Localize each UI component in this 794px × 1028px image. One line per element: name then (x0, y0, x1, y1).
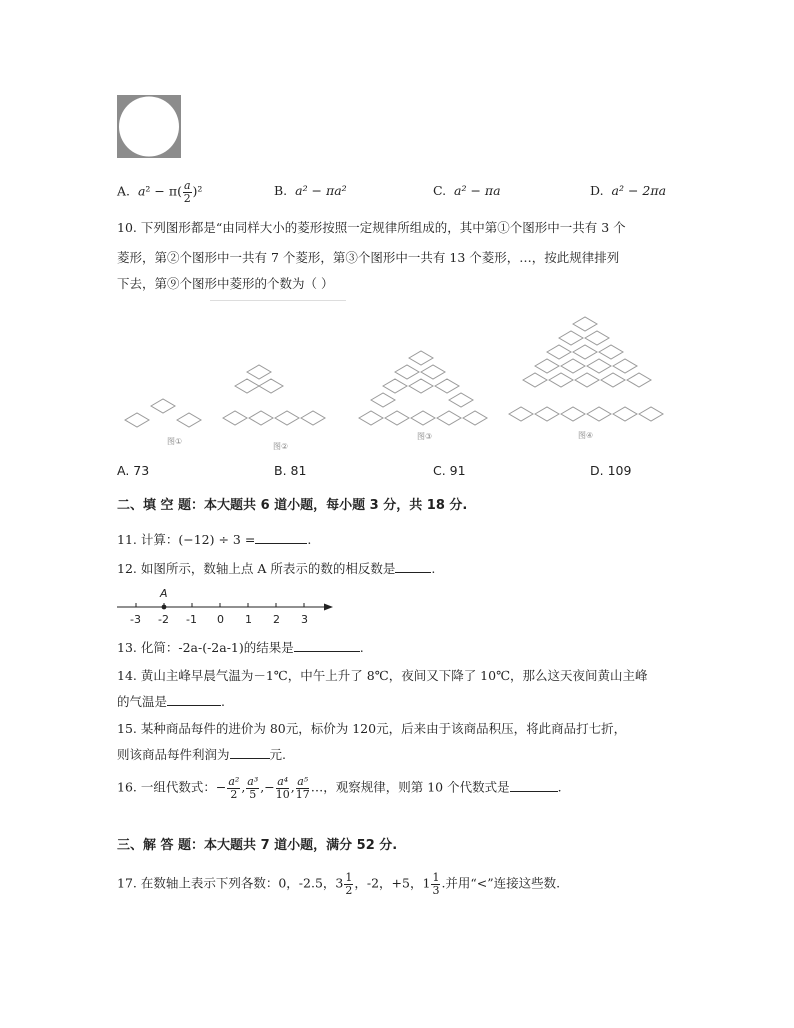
rhombus (437, 411, 461, 425)
white-circle (119, 97, 179, 157)
tick-label: 0 (217, 613, 224, 626)
q10-option-c: C. 91 (433, 463, 466, 478)
point-a (162, 605, 167, 610)
rhombus (151, 399, 175, 413)
section3-title: 三、解 答 题：本大题共 7 道小题，满分 52 分. (117, 838, 398, 853)
rhombus (547, 345, 571, 359)
rhombus (463, 411, 487, 425)
rhombus (395, 365, 419, 379)
tick-label: -1 (186, 613, 197, 626)
q9-option-b: B. a² − πa² (274, 183, 347, 198)
rhombus (411, 411, 435, 425)
rhombus (599, 345, 623, 359)
q10-line1: 10. 下列图形都是“由同样大小的菱形按照一定规律所组成的，其中第①个图形中一共有 3 个 (117, 220, 626, 235)
rhombus (587, 359, 611, 373)
rhombus (509, 407, 533, 421)
fig-label-4: 图④ (578, 431, 594, 440)
rhombus (177, 413, 201, 427)
rhombus (301, 411, 325, 425)
tick-label: 3 (301, 613, 308, 626)
rhombus (383, 379, 407, 393)
tick-label: -3 (130, 613, 141, 626)
rhombus (639, 407, 663, 421)
fig-label-2: 图② (273, 442, 289, 451)
rhombus (359, 411, 383, 425)
tick-label: 2 (273, 613, 280, 626)
q10-option-b: B. 81 (274, 463, 307, 478)
number-line (117, 584, 342, 626)
rhombus (249, 411, 273, 425)
rhombus (371, 393, 395, 407)
q15-line1: 15. 某种商品每件的进价为 80元，标价为 120元，后来由于该商品积压，将此商品打七折， (117, 721, 627, 736)
rhombus (409, 379, 433, 393)
q11: 11. 计算：(−12) ÷ 3 = . (117, 532, 312, 547)
square-circle-figure (117, 95, 183, 159)
rhombus (613, 407, 637, 421)
rhombus (561, 359, 585, 373)
rhombus (573, 317, 597, 331)
rhombus (421, 365, 445, 379)
rhombus (585, 331, 609, 345)
q10-option-d: D. 109 (590, 463, 632, 478)
rhombus-figures (115, 310, 675, 455)
section2-title: 二、填 空 题：本大题共 6 道小题，每小题 3 分，共 18 分. (117, 498, 468, 513)
rhombus (601, 373, 625, 387)
rhombus (385, 411, 409, 425)
rhombus (125, 413, 149, 427)
rhombus (409, 351, 433, 365)
q14-line2: 的气温是 . (117, 694, 225, 709)
tick-label: -2 (158, 613, 169, 626)
rhombus (259, 379, 283, 393)
divider-line (210, 300, 346, 301)
q13: 13. 化简：-2a-(-2a-1)的结果是 . (117, 640, 364, 655)
rhombus (573, 345, 597, 359)
q10-line2: 菱形，第②个图形中一共有 7 个菱形，第③个图形中一共有 13 个菱形，…，按此规律排列 (117, 250, 620, 265)
rhombus (627, 373, 651, 387)
rhombus (535, 407, 559, 421)
rhombus (575, 373, 599, 387)
q9-option-c: C. a² − πa (433, 183, 501, 198)
fig-label-3: 图③ (417, 432, 433, 441)
rhombus (235, 379, 259, 393)
rhombus (247, 365, 271, 379)
q10-option-a: A. 73 (117, 463, 150, 478)
q9-option-a: A. a² − π( $\frac{a}{2}$ )² (117, 179, 203, 205)
rhombus (435, 379, 459, 393)
rhombus (549, 373, 573, 387)
arrow-icon (324, 604, 333, 611)
tick-label: 1 (245, 613, 252, 626)
q10-line3: 下去，第⑨个图形中菱形的个数为（ ） (117, 276, 334, 291)
q12: 12. 如图所示，数轴上点 A 所表示的数的相反数是 . (117, 561, 436, 576)
rhombus (613, 359, 637, 373)
rhombus (223, 411, 247, 425)
q9-option-d: D. a² − 2πa (590, 183, 667, 198)
rhombus (559, 331, 583, 345)
rhombus (275, 411, 299, 425)
rhombus (535, 359, 559, 373)
q15-line2: 则该商品每件利润为 元. (117, 747, 286, 762)
q14-line1: 14. 黄山主峰早晨气温为－1℃，中午上升了 8℃，夜间又下降了 10℃，那么这天夜间黄山主峰 (117, 668, 648, 683)
fig-label-1: 图① (167, 437, 183, 446)
q17: 17. 在数轴上表示下列各数：0，-2.5，3 $\frac{1}{2}$ ，-2，+5，1 $\frac{1}{3}$ .并用“<”连接这些数. (117, 871, 561, 897)
rhombus (523, 373, 547, 387)
q16: 16. 一组代数式：− $\frac{\text{a²}}{2}$ , $\frac{\text{a³}}{5}$ ,− $\frac{\text{a⁴}}{10}$ , $\frac{\text{a⁵}}{17}$ …，观察规律，则第 10 个代数式是 . (117, 775, 562, 801)
rhombus (587, 407, 611, 421)
point-a-label: A (160, 587, 168, 600)
rhombus (449, 393, 473, 407)
rhombus (561, 407, 585, 421)
